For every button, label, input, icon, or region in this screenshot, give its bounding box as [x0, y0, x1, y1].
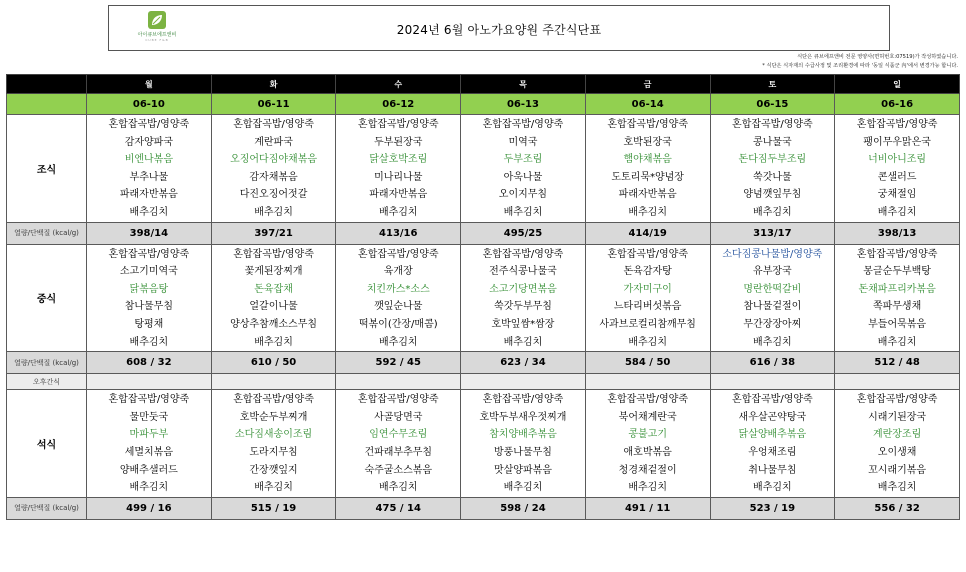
kcal-value: 491 / 11: [585, 497, 710, 519]
menu-item: 콩나물국: [753, 136, 792, 148]
menu-item: 혼합잡곡밥/영양죽: [732, 394, 813, 406]
menu-item: 아욱나물: [503, 171, 543, 183]
menu-item: 혼합잡곡밥/영양죽: [108, 394, 190, 406]
date-header-row: [7, 94, 960, 115]
menu-item: 물만둣국: [129, 411, 169, 423]
menu-item: 혼합잡곡밥/영양죽: [482, 119, 564, 130]
menu-item: 혼합잡곡밥/영양죽: [108, 119, 190, 130]
menu-item: 양상추참깨소스무침: [230, 318, 318, 330]
menu-item: 배추김치: [129, 336, 169, 348]
kcal-value: 495/25: [461, 222, 586, 244]
menu-item: 깻잎순나물: [374, 301, 423, 313]
menu-item: 호박잎쌈*쌈장: [491, 318, 555, 330]
menu-item: 탕평채: [134, 318, 164, 330]
menu-item: 감자채볶음: [249, 171, 298, 183]
menu-item: 배추김치: [628, 482, 667, 494]
menu-item: 파래자반볶음: [369, 189, 428, 201]
menu-item: 혼합잡곡밥/영양죽: [233, 119, 314, 130]
menu-item: 배추김치: [503, 482, 543, 494]
title-box: [108, 5, 890, 51]
menu-item: 팽이무우맑은국: [863, 136, 931, 148]
snack-cell: [461, 374, 586, 390]
menu-cell: [336, 390, 461, 498]
kcal-label: 열량/단백질 (kcal/g): [7, 222, 87, 244]
menu-item: 돈육감자탕: [623, 266, 672, 278]
menu-item: 닭볶음탕: [129, 283, 169, 295]
day-header: 금: [585, 75, 710, 94]
kcal-value: 398/14: [87, 222, 212, 244]
menu-item: 우엉채조림: [748, 446, 797, 458]
menu-cell: [585, 115, 710, 223]
snack-label: 오후간식: [7, 374, 87, 390]
menu-cell: [710, 244, 835, 352]
menu-item: 몽글순두부백탕: [863, 266, 931, 278]
menu-item: 계란파국: [254, 136, 293, 148]
date-header: 06-10: [87, 94, 212, 115]
menu-item: 혼합잡곡밥/영양죽: [357, 248, 439, 260]
substitution-note: * 식단은 식자재의 수급사정 및 조리환경에 따라 '동일 식품군 內'에서 변경가능 합니다.: [762, 63, 958, 69]
menu-cell: [461, 390, 586, 498]
kcal-row: [7, 222, 960, 244]
menu-item: 혼합잡곡밥/영양죽: [607, 394, 688, 406]
menu-item: 가자미구이: [623, 283, 672, 295]
menu-item: 양배추샐러드: [119, 464, 178, 476]
menu-cell: [211, 390, 336, 498]
menu-item: 비엔나볶음: [124, 154, 173, 166]
menu-item: 혼합잡곡밥/영양죽: [233, 248, 314, 260]
menu-cell: [461, 244, 586, 352]
menu-item: 혼합잡곡밥/영양죽: [732, 119, 813, 130]
kcal-row: [7, 352, 960, 374]
menu-item: 두부된장국: [374, 136, 423, 148]
menu-item: 시래기된장국: [868, 411, 927, 423]
menu-item: 소고기당면볶음: [489, 283, 557, 295]
kcal-value: 616 / 38: [710, 352, 835, 374]
menu-item: 호박순두부찌개: [239, 411, 308, 423]
day-header-row: [7, 75, 960, 94]
menu-item: 배추김치: [129, 206, 169, 218]
kcal-value: 610 / 50: [211, 352, 336, 374]
meal-label: 석식: [7, 390, 87, 498]
menu-item: 방풍나물무침: [493, 446, 552, 458]
menu-item: 혼합잡곡밥/영양죽: [357, 394, 439, 406]
snack-cell: [585, 374, 710, 390]
menu-cell: [336, 244, 461, 352]
menu-item: 배추김치: [503, 206, 543, 218]
menu-item: 호박두부새우젓찌개: [479, 411, 567, 423]
menu-item: 간장깻잎지: [249, 464, 298, 476]
menu-item: 닭살양배추볶음: [738, 429, 807, 441]
menu-item: 혼합잡곡밥/영양죽: [856, 119, 938, 130]
menu-item: 무간장장아찌: [743, 318, 802, 330]
menu-item: 미역국: [508, 136, 538, 148]
kcal-label: 열량/단백질 (kcal/g): [7, 497, 87, 519]
menu-item: 돈채파프리카볶음: [858, 283, 936, 295]
date-header: 06-15: [710, 94, 835, 115]
menu-item: 새우살곤약탕국: [738, 411, 807, 423]
menu-item: 소다짐새송이조림: [234, 429, 313, 441]
menu-item: 숙주굴소스볶음: [364, 464, 433, 476]
menu-item: 파래자반볶음: [618, 189, 677, 201]
menu-item: 혼합잡곡밥/영양죽: [482, 394, 564, 406]
menu-cell: [87, 244, 212, 352]
menu-item: 배추김치: [378, 336, 418, 348]
menu-cell: [461, 115, 586, 223]
page-title: 2024년 6월 아노가요양원 주간식단표: [396, 23, 602, 37]
menu-item: 혼합잡곡밥/영양죽: [482, 248, 564, 260]
menu-cell: [710, 115, 835, 223]
corner-cell: [7, 75, 87, 94]
day-header: 토: [710, 75, 835, 94]
kcal-value: 313/17: [710, 222, 835, 244]
menu-item: 두부조림: [503, 154, 543, 166]
dietitian-note: 식단은 큐브에프앤비 전문 영양사(면허번호:07519)가 작성하였습니다.: [797, 54, 958, 60]
day-header: 월: [87, 75, 212, 94]
date-header: 06-13: [461, 94, 586, 115]
menu-item: 소다짐콩나물밥/영양죽: [722, 248, 823, 260]
menu-cell: [336, 115, 461, 223]
snack-cell: [211, 374, 336, 390]
menu-item: 궁채절임: [877, 189, 917, 201]
menu-cell: [211, 115, 336, 223]
menu-cell: [835, 390, 960, 498]
kcal-value: 584 / 50: [585, 352, 710, 374]
menu-item: 마파두부: [129, 429, 169, 441]
menu-item: 임연수무조림: [369, 429, 428, 441]
meal-row: [7, 244, 960, 352]
kcal-value: 512 / 48: [835, 352, 960, 374]
date-header: 06-16: [835, 94, 960, 115]
menu-item: 치킨까스*소스: [366, 283, 430, 295]
kcal-label: 열량/단백질 (kcal/g): [7, 352, 87, 374]
kcal-value: 592 / 45: [336, 352, 461, 374]
menu-item: 북어채계란국: [618, 411, 677, 423]
kcal-value: 398/13: [835, 222, 960, 244]
menu-item: 너비아니조림: [868, 154, 927, 166]
kcal-value: 556 / 32: [835, 497, 960, 519]
menu-item: 꽃게된장찌개: [244, 266, 303, 278]
menu-item: 쪽파무생채: [872, 301, 922, 313]
weekly-menu-table: [6, 74, 960, 520]
day-header: 목: [461, 75, 586, 94]
meal-label: 조식: [7, 115, 87, 223]
menu-item: 쑥갓두부무침: [493, 301, 552, 313]
menu-item: 돈육잡채: [254, 283, 293, 295]
kcal-value: 515 / 19: [211, 497, 336, 519]
menu-item: 취나물무침: [748, 464, 797, 476]
kcal-value: 397/21: [211, 222, 336, 244]
menu-item: 호박된장국: [623, 136, 672, 148]
menu-item: 사골당면국: [374, 411, 423, 423]
menu-item: 참나물무침: [124, 301, 173, 313]
corner-cell: [7, 94, 87, 115]
kcal-value: 475 / 14: [336, 497, 461, 519]
menu-item: 참치양배추볶음: [489, 429, 557, 441]
menu-item: 콩불고기: [628, 429, 667, 441]
menu-item: 계란장조림: [872, 429, 922, 441]
menu-item: 전주식콩나물국: [489, 266, 557, 278]
meal-label: 중식: [7, 244, 87, 352]
menu-cell: [87, 115, 212, 223]
menu-item: 떡볶이(간장/매콤): [358, 318, 438, 330]
menu-item: 배추김치: [129, 482, 169, 494]
menu-item: 맛살양파볶음: [493, 464, 552, 476]
menu-item: 혼합잡곡밥/영양죽: [108, 248, 190, 260]
menu-item: 배추김치: [877, 482, 917, 494]
menu-item: 청경채겉절이: [618, 464, 677, 476]
menu-item: 배추김치: [503, 336, 543, 348]
menu-cell: [710, 390, 835, 498]
menu-item: 혼합잡곡밥/영양죽: [607, 248, 688, 260]
menu-item: 배추김치: [753, 482, 792, 494]
menu-item: 혼합잡곡밥/영양죽: [233, 394, 314, 406]
menu-item: 느타리버섯볶음: [613, 301, 682, 313]
menu-item: 도토리묵*양념장: [611, 171, 684, 183]
menu-cell: [835, 115, 960, 223]
kcal-value: 523 / 19: [710, 497, 835, 519]
meal-row: [7, 115, 960, 223]
kcal-value: 608 / 32: [87, 352, 212, 374]
menu-item: 콘샐러드: [877, 171, 917, 183]
menu-cell: [87, 390, 212, 498]
menu-item: 혼합잡곡밥/영양죽: [856, 394, 938, 406]
menu-item: 육개장: [383, 266, 413, 278]
menu-cell: [211, 244, 336, 352]
menu-cell: [835, 244, 960, 352]
menu-item: 배추김치: [877, 206, 917, 218]
menu-item: 감자양파국: [124, 136, 173, 148]
menu-item: 오이지무침: [498, 189, 548, 201]
date-header: 06-14: [585, 94, 710, 115]
snack-cell: [710, 374, 835, 390]
day-header: 수: [336, 75, 461, 94]
menu-item: 배추김치: [753, 206, 792, 218]
snack-cell: [835, 374, 960, 390]
menu-item: 배추김치: [254, 206, 293, 218]
snack-cell: [336, 374, 461, 390]
menu-item: 미나리나물: [374, 171, 423, 183]
menu-item: 혼합잡곡밥/영양죽: [856, 248, 938, 260]
menu-item: 참나물겉절이: [743, 301, 802, 313]
kcal-value: 623 / 34: [461, 352, 586, 374]
menu-item: 쑥갓나물: [753, 171, 792, 183]
kcal-value: 414/19: [585, 222, 710, 244]
menu-item: 사과브로컬리참깨무침: [599, 318, 696, 330]
menu-item: 배추김치: [378, 206, 418, 218]
kcal-value: 598 / 24: [461, 497, 586, 519]
logo-name: 아이큐브에프앤비: [137, 32, 177, 38]
menu-cell: [585, 244, 710, 352]
date-header: 06-12: [336, 94, 461, 115]
day-header: 화: [211, 75, 336, 94]
menu-item: 오이생채: [877, 446, 917, 458]
menu-item: 햄야채볶음: [623, 154, 672, 166]
menu-item: 배추김치: [753, 336, 792, 348]
menu-cell: [585, 390, 710, 498]
menu-item: 도라지무침: [249, 446, 298, 458]
menu-item: 건파래부추무침: [364, 446, 433, 458]
kcal-value: 413/16: [336, 222, 461, 244]
menu-item: 배추김치: [628, 206, 667, 218]
menu-item: 닭살호박조림: [369, 154, 428, 166]
menu-item: 오징어다짐야채볶음: [230, 154, 318, 166]
menu-item: 부들어묵볶음: [868, 318, 927, 330]
menu-item: 파래자반볶음: [119, 189, 178, 201]
menu-item: 유부장국: [753, 266, 792, 278]
menu-item: 꼬시래기볶음: [868, 464, 927, 476]
snack-row: [7, 374, 960, 390]
menu-item: 얼갈이나물: [249, 301, 298, 313]
kcal-row: [7, 497, 960, 519]
menu-item: 돈다짐두부조림: [738, 154, 807, 166]
menu-item: 다진오징어젓갈: [239, 189, 308, 201]
menu-item: 명란한떡갈비: [743, 283, 802, 295]
meal-row: [7, 390, 960, 498]
kcal-value: 499 / 16: [87, 497, 212, 519]
menu-item: 배추김치: [628, 336, 667, 348]
menu-item: 양념깻잎무침: [743, 189, 802, 201]
snack-cell: [87, 374, 212, 390]
menu-item: 소고기미역국: [119, 266, 178, 278]
menu-item: 혼합잡곡밥/영양죽: [607, 119, 688, 130]
menu-item: 부추나물: [129, 171, 169, 183]
menu-item: 세멸치볶음: [124, 446, 173, 458]
menu-item: 배추김치: [254, 482, 293, 494]
menu-item: 배추김치: [378, 482, 418, 494]
menu-item: 배추김치: [877, 336, 917, 348]
date-header: 06-11: [211, 94, 336, 115]
menu-item: 배추김치: [254, 336, 293, 348]
menu-item: 혼합잡곡밥/영양죽: [357, 119, 439, 130]
menu-item: 애호박볶음: [623, 446, 672, 458]
day-header: 일: [835, 75, 960, 94]
logo-subtext: CUBE F&B: [145, 38, 169, 42]
